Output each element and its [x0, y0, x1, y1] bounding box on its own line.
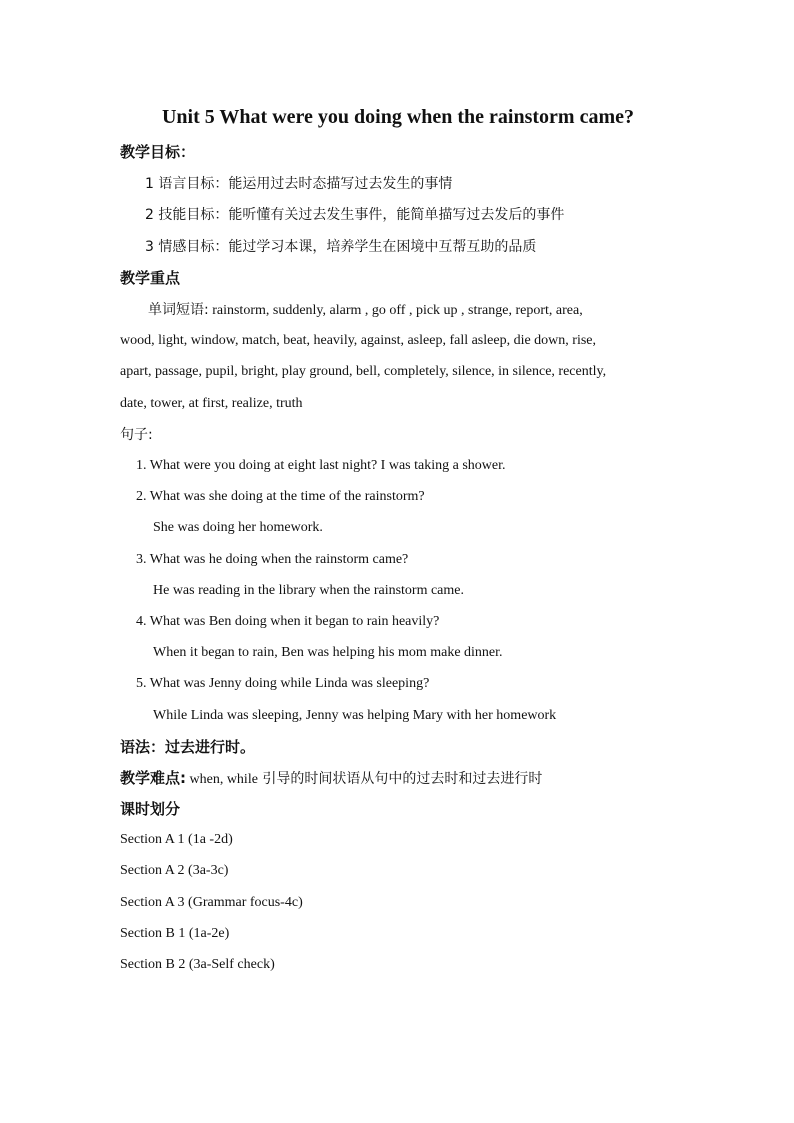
schedule-heading: 课时划分	[120, 800, 181, 818]
sentences-heading: 句子:	[120, 427, 153, 443]
sentence-answer: She was doing her homework.	[153, 520, 323, 535]
sentence-line: 4. What was Ben doing when it began to rain heavily?	[136, 614, 440, 629]
schedule-item: Section B 1 (1a-2e)	[120, 926, 230, 941]
difficulty-line	[120, 768, 542, 790]
schedule-item: Section A 3 (Grammar focus-4c)	[120, 895, 303, 910]
sentence-line: 1. What were you doing at eight last night? I was taking a shower.	[136, 458, 506, 473]
sentence-answer: He was reading in the library when the rainstorm came.	[153, 583, 465, 598]
lesson-title: Unit 5 What were you doing when the rainstorm came?	[161, 106, 635, 128]
difficulty-heading: 教学难点:	[120, 769, 186, 787]
objectives-heading: 教学目标：	[120, 143, 196, 161]
vocab-text: rainstorm, suddenly, alarm , go off , pick up , strange, report, area,	[212, 303, 583, 318]
vocab-label: 单词短语:	[148, 302, 209, 318]
schedule-item: Section B 2 (3a-Self check)	[120, 957, 275, 972]
difficulty-description: 引导的时间状语从句中的过去时和过去进行时	[257, 771, 543, 787]
schedule-item: Section A 1 (1a -2d)	[120, 832, 233, 847]
key-points-heading: 教学重点	[120, 269, 181, 287]
objective-item: 2 技能目标：能听懂有关过去发生事件，能简单描写过去发后的事件	[145, 207, 565, 223]
sentence-answer: When it began to rain, Ben was helping his mom make dinner.	[153, 645, 503, 660]
vocab-line: wood, light, window, match, beat, heavily, against, asleep, fall asleep, die down, rise,	[120, 333, 596, 348]
sentence-line: 3. What was he doing when the rainstorm came?	[136, 552, 409, 567]
difficulty-keywords: when, while	[186, 772, 258, 787]
vocab-line-first	[148, 300, 583, 321]
grammar-heading: 语法：过去进行时。	[120, 738, 256, 756]
sentence-line: 5. What was Jenny doing while Linda was sleeping?	[136, 676, 430, 691]
sentence-line: 2. What was she doing at the time of the rainstorm?	[136, 489, 425, 504]
sentence-answer: While Linda was sleeping, Jenny was helping Mary with her homework	[153, 708, 557, 723]
schedule-item: Section A 2 (3a-3c)	[120, 863, 229, 878]
vocab-line: date, tower, at first, realize, truth	[120, 396, 303, 411]
objective-item: 1 语言目标：能运用过去时态描写过去发生的事情	[145, 176, 453, 192]
vocab-line: apart, passage, pupil, bright, play ground, bell, completely, silence, in silence, recently,	[120, 364, 607, 379]
objective-item: 3 情感目标：能过学习本课，培养学生在困境中互帮互助的品质	[145, 239, 537, 255]
